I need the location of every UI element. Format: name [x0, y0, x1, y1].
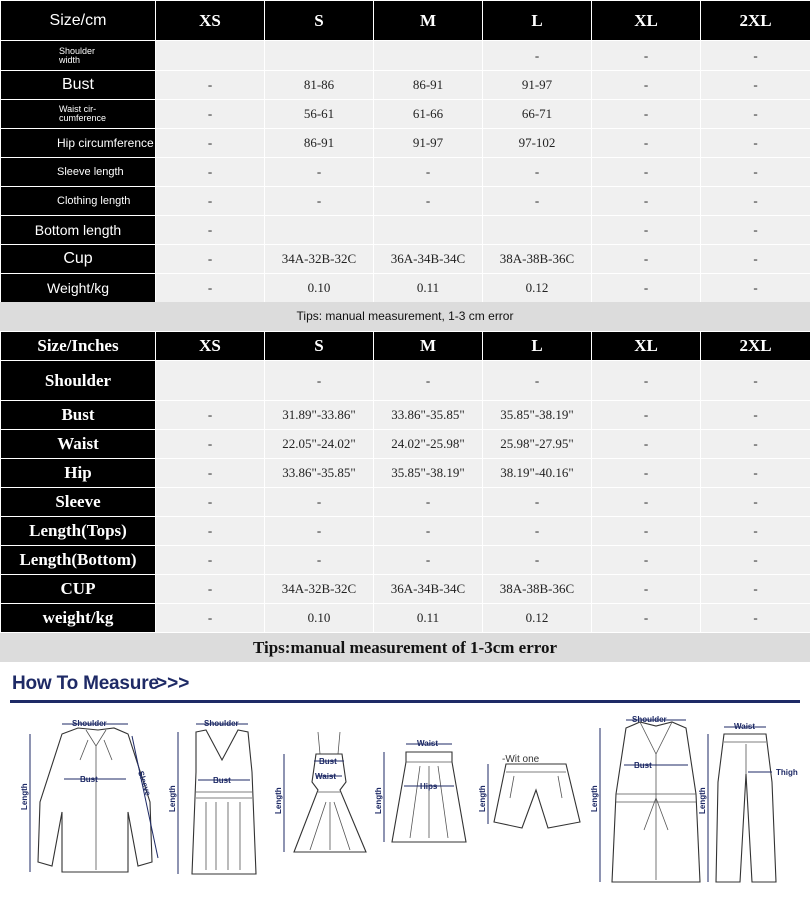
table-cell [374, 41, 483, 71]
row-label-line: Shoulder [59, 45, 96, 56]
how-to-measure-section [0, 662, 810, 901]
length-label: Length [168, 785, 177, 812]
table-cell: - [592, 71, 701, 100]
table-cell: - [592, 158, 701, 187]
tip-note-cm: Tips: manual measurement, 1-3 cm error [0, 302, 810, 331]
cm-header-cell: S [265, 1, 374, 41]
waist-label: Waist [734, 722, 756, 731]
table-cell: - [701, 245, 810, 274]
table-cell: 0.12 [483, 274, 592, 303]
waist-label: Waist [417, 739, 439, 748]
table-cell: - [156, 216, 265, 245]
size-table-inches [0, 331, 810, 633]
table-cell: 0.10 [265, 604, 374, 633]
table-cell: - [701, 459, 810, 488]
table-cell: 86-91 [374, 71, 483, 100]
shoulder-label: Shoulder [204, 719, 239, 728]
table-cell: - [701, 546, 810, 575]
length-label: Length [274, 787, 283, 814]
table-cell [265, 41, 374, 71]
table-cell: - [265, 187, 374, 216]
arrows-icon: >>> [156, 673, 190, 694]
table-cell: - [592, 216, 701, 245]
table-cell: - [701, 158, 810, 187]
table-row [1, 459, 810, 488]
table-cell [156, 361, 265, 401]
cm-header-row [1, 1, 810, 41]
inch-header-cell: M [374, 332, 483, 361]
table-cell: - [265, 546, 374, 575]
inch-header-cell: XL [592, 332, 701, 361]
table-cell: - [592, 100, 701, 129]
table-cell: - [701, 216, 810, 245]
row-label: weight/kg [1, 604, 156, 633]
skirt-diagram [374, 739, 466, 842]
table-cell: - [483, 361, 592, 401]
table-cell: - [592, 187, 701, 216]
wit-one-label: -Wit one [502, 754, 540, 765]
table-cell: - [156, 488, 265, 517]
table-cell: - [592, 575, 701, 604]
table-cell: - [592, 401, 701, 430]
table-cell: - [483, 517, 592, 546]
table-cell: - [701, 71, 810, 100]
table-cell: - [701, 187, 810, 216]
thigh-label: Thigh [776, 768, 798, 777]
table-cell: 61-66 [374, 100, 483, 129]
table-cell: - [483, 546, 592, 575]
table-cell: 35.85"-38.19" [374, 459, 483, 488]
cm-header-cell: Size/cm [1, 1, 156, 41]
table-cell: - [265, 488, 374, 517]
table-cell: - [701, 575, 810, 604]
row-label: Bust [1, 71, 156, 100]
table-cell: 0.10 [265, 274, 374, 303]
row-label [1, 100, 156, 129]
length-label: Length [374, 787, 383, 814]
table-cell: - [374, 158, 483, 187]
table-cell: - [701, 100, 810, 129]
row-label: Clothing length [1, 187, 156, 216]
table-cell: - [265, 158, 374, 187]
table-row [1, 41, 810, 71]
cm-header-cell: L [483, 1, 592, 41]
table-cell: - [156, 158, 265, 187]
table-cell: - [592, 41, 701, 71]
table-cell: 33.86"-35.85" [374, 401, 483, 430]
table-row [1, 488, 810, 517]
table-cell: 34A-32B-32C [265, 245, 374, 274]
row-label: Bottom length [1, 216, 156, 245]
table-row [1, 430, 810, 459]
table-cell: 0.11 [374, 274, 483, 303]
row-label-line: Waist cir- [59, 104, 97, 114]
table-cell: - [156, 129, 265, 158]
table-cell: 38.19"-40.16" [483, 459, 592, 488]
table-cell: - [701, 604, 810, 633]
table-cell: - [592, 459, 701, 488]
blouse-diagram [20, 719, 158, 872]
table-cell: - [265, 361, 374, 401]
table-cell: - [374, 187, 483, 216]
row-label: Hip [1, 459, 156, 488]
row-label: Hip circumference [1, 129, 156, 158]
table-cell: - [374, 546, 483, 575]
bust-label: Bust [634, 761, 652, 770]
how-to-measure-title: How To Measure [12, 673, 159, 694]
shorts-diagram [478, 754, 580, 828]
table-cell: 0.11 [374, 604, 483, 633]
table-cell: 81-86 [265, 71, 374, 100]
table-cell: 66-71 [483, 100, 592, 129]
table-cell: 97-102 [483, 129, 592, 158]
table-cell: - [592, 361, 701, 401]
row-label-line: cumference [59, 113, 107, 123]
table-cell: 36A-34B-34C [374, 575, 483, 604]
table-cell [374, 216, 483, 245]
table-cell: - [156, 71, 265, 100]
table-cell: 35.85"-38.19" [483, 401, 592, 430]
row-label: Sleeve length [1, 158, 156, 187]
table-cell: - [701, 129, 810, 158]
table-cell: 24.02"-25.98" [374, 430, 483, 459]
table-cell: - [483, 187, 592, 216]
table-row [1, 604, 810, 633]
row-label: Cup [1, 245, 156, 274]
row-label: Weight/kg [1, 274, 156, 303]
table-cell: - [592, 604, 701, 633]
table-cell: - [156, 459, 265, 488]
table-cell: - [701, 274, 810, 303]
table-cell: - [701, 361, 810, 401]
table-cell: 36A-34B-34C [374, 245, 483, 274]
table-row [1, 517, 810, 546]
table-cell: - [592, 129, 701, 158]
table-cell: - [265, 517, 374, 546]
table-cell: - [156, 517, 265, 546]
row-label: CUP [1, 575, 156, 604]
cm-header-cell: 2XL [701, 1, 810, 41]
table-cell: 0.12 [483, 604, 592, 633]
table-cell [265, 216, 374, 245]
table-cell: - [156, 401, 265, 430]
size-table-cm [0, 0, 810, 303]
table-cell: 91-97 [483, 71, 592, 100]
table-cell: - [701, 430, 810, 459]
measure-diagrams [0, 662, 810, 901]
trousers-diagram [698, 722, 798, 882]
table-cell: - [701, 401, 810, 430]
table-cell: 22.05"-24.02" [265, 430, 374, 459]
table-row [1, 100, 810, 129]
row-label [1, 41, 156, 71]
table-cell: - [701, 41, 810, 71]
inch-header-cell: S [265, 332, 374, 361]
trench-coat-diagram [590, 715, 700, 882]
tank-diagram [168, 719, 256, 874]
table-cell: - [156, 430, 265, 459]
bust-label: Bust [213, 776, 231, 785]
table-cell [156, 41, 265, 71]
table-cell: - [592, 517, 701, 546]
length-label: Length [478, 785, 487, 812]
table-row [1, 401, 810, 430]
waist-label: Waist [315, 772, 337, 781]
length-label: Length [698, 787, 707, 814]
cm-header-cell: XS [156, 1, 265, 41]
inch-header-row [1, 332, 810, 361]
table-row [1, 187, 810, 216]
table-cell: - [374, 517, 483, 546]
table-cell: 38A-38B-36C [483, 245, 592, 274]
shoulder-label: Shoulder [72, 719, 107, 728]
table-row [1, 129, 810, 158]
table-cell: 33.86"-35.85" [265, 459, 374, 488]
cm-header-cell: XL [592, 1, 701, 41]
table-cell: - [156, 245, 265, 274]
row-label: Length(Tops) [1, 517, 156, 546]
table-cell: - [592, 274, 701, 303]
table-cell: - [156, 100, 265, 129]
table-cell: 56-61 [265, 100, 374, 129]
table-row [1, 245, 810, 274]
shoulder-label: Shoulder [632, 715, 667, 724]
table-cell: - [156, 274, 265, 303]
table-row [1, 546, 810, 575]
bust-label: Bust [80, 775, 98, 784]
row-label: Bust [1, 401, 156, 430]
bust-label: Bust [319, 757, 337, 766]
inch-header-cell: Size/Inches [1, 332, 156, 361]
table-cell: - [374, 361, 483, 401]
table-row [1, 274, 810, 303]
table-cell: 25.98"-27.95" [483, 430, 592, 459]
tip-note-inches: Tips:manual measurement of 1-3cm error [0, 633, 810, 662]
table-cell: - [483, 41, 592, 71]
table-cell: - [156, 604, 265, 633]
table-row [1, 216, 810, 245]
inch-header-cell: XS [156, 332, 265, 361]
inch-header-cell: L [483, 332, 592, 361]
table-cell: - [374, 488, 483, 517]
table-cell: 38A-38B-36C [483, 575, 592, 604]
inch-header-cell: 2XL [701, 332, 810, 361]
row-label-line: width [59, 54, 81, 65]
table-row [1, 158, 810, 187]
table-row [1, 361, 810, 401]
table-cell: - [156, 546, 265, 575]
length-label: Length [20, 783, 29, 810]
table-cell: - [592, 245, 701, 274]
table-cell: 34A-32B-32C [265, 575, 374, 604]
table-cell: - [592, 546, 701, 575]
table-cell: - [483, 158, 592, 187]
table-cell: - [156, 575, 265, 604]
table-cell: 31.89"-33.86" [265, 401, 374, 430]
table-cell: 86-91 [265, 129, 374, 158]
table-row [1, 575, 810, 604]
table-cell: - [592, 488, 701, 517]
table-cell: - [701, 517, 810, 546]
hips-label: Hips [420, 782, 438, 791]
row-label: Waist [1, 430, 156, 459]
table-cell: 91-97 [374, 129, 483, 158]
table-cell: - [156, 187, 265, 216]
sleeve-label: Sleeve [136, 769, 153, 797]
row-label: Length(Bottom) [1, 546, 156, 575]
table-cell: - [592, 430, 701, 459]
slip-dress-diagram [274, 732, 366, 852]
cm-header-cell: M [374, 1, 483, 41]
table-cell: - [701, 488, 810, 517]
table-row [1, 71, 810, 100]
table-cell [483, 216, 592, 245]
table-cell: - [483, 488, 592, 517]
row-label: Shoulder [1, 361, 156, 401]
row-label: Sleeve [1, 488, 156, 517]
length-label: Length [590, 785, 599, 812]
